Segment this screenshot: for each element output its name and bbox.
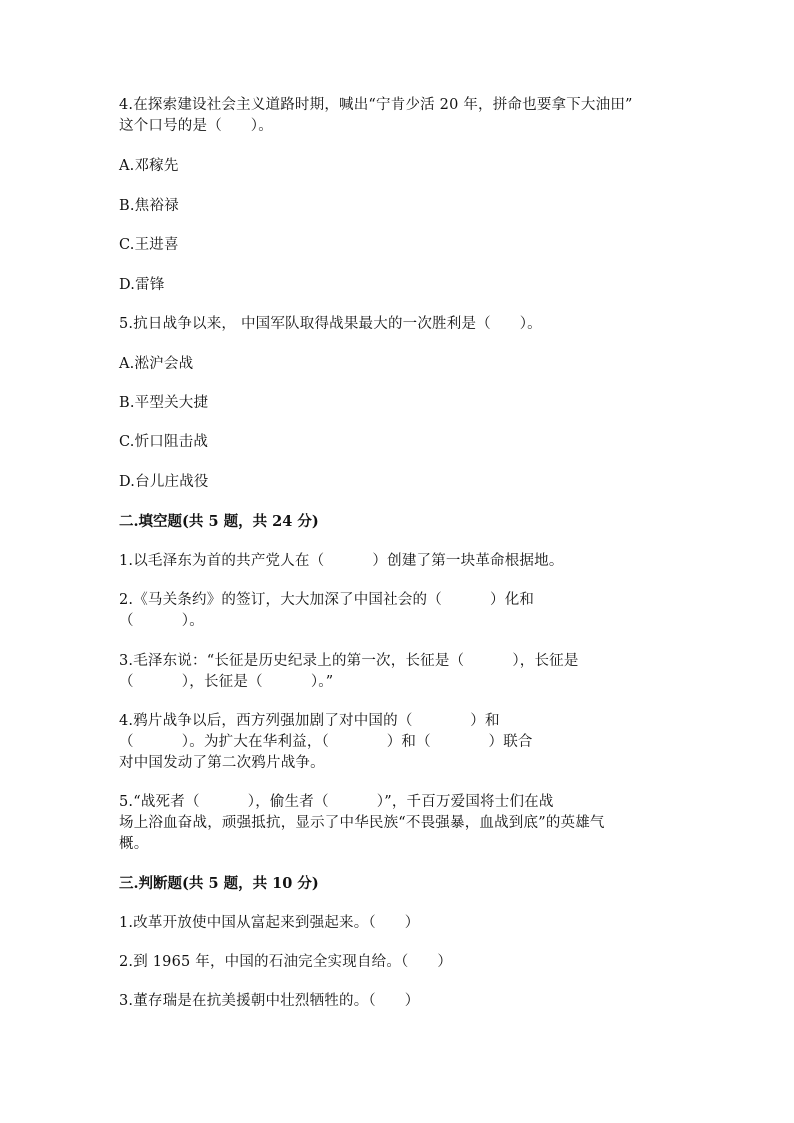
s2-q5-line1: 5.“战死者（ ），偷生者（ ）”，千百万爱国将士们在战 [119, 794, 554, 810]
q4-option-c: C.王进喜 [119, 237, 179, 253]
q5-option-b: B.平型关大捷 [119, 395, 209, 411]
s3-q2: 2.到 1965 年，中国的石油完全实现自给。（ ） [119, 954, 453, 970]
q4-option-b: B.焦裕禄 [119, 198, 179, 214]
q5-option-c: C.忻口阻击战 [119, 434, 209, 450]
s2-q2-line2: （ ）。 [119, 613, 204, 629]
s2-q2-line1: 2.《马关条约》的签订，大大加深了中国社会的（ ）化和 [119, 592, 535, 608]
s2-q5-line3: 概。 [119, 836, 149, 852]
s2-q4-line2: （ ）。为扩大在华利益，（ ）和（ ）联合 [119, 734, 533, 750]
q5-line1: 5.抗日战争以来， 中国军队取得战果最大的一次胜利是（ ）。 [119, 316, 542, 332]
s2-q5-line2: 场上浴血奋战，顽强抵抗，显示了中华民族“不畏强暴，血战到底”的英雄气 [119, 815, 605, 831]
s2-q3-line1: 3.毛泽东说：“长征是历史纪录上的第一次，长征是（ ），长征是 [119, 653, 579, 669]
section3-title: 三.判断题(共 5 题，共 10 分) [119, 875, 319, 892]
q4-line2: 这个口号的是（ ）。 [119, 118, 273, 134]
q4-option-a: A.邓稼先 [119, 158, 179, 174]
q5-option-a: A.淞沪会战 [119, 356, 194, 372]
s2-q4-line1: 4.鸦片战争以后，西方列强加剧了对中国的（ ）和 [119, 713, 500, 729]
q4-line1: 4.在探索建设社会主义道路时期，喊出“宁肯少活 20 年，拼命也要拿下大油田” [119, 97, 633, 113]
s2-q1: 1.以毛泽东为首的共产党人在（ ）创建了第一块革命根据地。 [119, 553, 564, 569]
s2-q3-line2: （ ），长征是（ ）。” [119, 674, 334, 690]
s3-q1: 1.改革开放使中国从富起来到强起来。（ ） [119, 915, 420, 931]
s2-q4-line3: 对中国发动了第二次鸦片战争。 [119, 755, 325, 771]
section2-title: 二.填空题(共 5 题，共 24 分) [119, 513, 319, 530]
q5-option-d: D.台儿庄战役 [119, 474, 209, 490]
q4-option-d: D.雷锋 [119, 277, 165, 293]
s3-q3: 3.董存瑞是在抗美援朝中壮烈牺牲的。（ ） [119, 993, 420, 1009]
